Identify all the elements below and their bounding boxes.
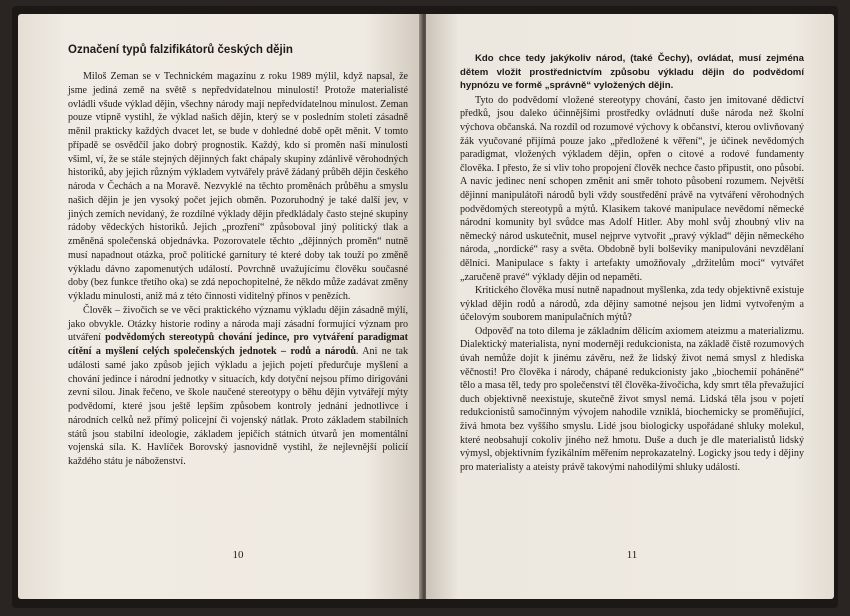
right-page bbox=[426, 14, 834, 599]
page-number: 10 bbox=[232, 549, 244, 561]
paragraph: Odpověď na toto dilema je základním dělicím axiomem ateizmu a materializmu. Dialektický materialista, nyní moderněji redukcionista, na základě čistě rozumových úvah nemůže dojít k jinému závěru, než že lidský život nemá smysl z hlediska věčnosti! Pro člověka i národy, chápané redukcionisty jako „biochemií poháněné“ tělo a masa těl, tedy pro společenství těl člověka-živočicha, kdy smrt těla převažující duch objektivně neexistuje, skutečně život smysl nemá. Lidská těla jsou v pojetí redukcionistů samočinným vývojem nahodile vzniklá, biochemicky se proměňující, živá hmota bez vyššího smyslu. Lidé jsou biologicky uspořádané shluky molekul, které neobsahují cokoliv jiného než hmotu. Duše a duch je dle materialistů lidský výmysl, objektivním fyzikálním měřením neprokazatelný. Logicky jsou tedy i dějiny pro materialisty a ateisty právě takovými nahodilými shluky událostí. bbox=[460, 325, 804, 473]
page-number: 11 bbox=[626, 549, 638, 561]
bold-lead-paragraph: Kdo chce tedy jakýkoliv národ, (také Čechy), ovládat, musí zejména dětem vložit prostřednictvím způsobu výkladu dějin do podvědomí hypnózu ve formě „správně“ vyložených dějin. bbox=[460, 53, 804, 92]
bold-emphasis: podvědomých stereotypů chování jedince, pro vytváření paradigmat cítění a myšlení celých společenských jednotek – rodů a národů bbox=[68, 332, 408, 357]
paragraph bbox=[68, 304, 408, 469]
open-book bbox=[12, 6, 838, 608]
paragraph-text: Člověk – živočich se ve věci praktického významu výkladu dějin zásadně mýlí, jako obvykle. Otázky historie rodiny a národa mají zásadní formující význam pro utváření bbox=[68, 304, 408, 344]
paragraph: Tyto do podvědomí vložené stereotypy chování, často jen imitované dědictví předků, jsou daleko účinnějšími prostředky ovládnutí duše národa než školní výchova občanská. Na rozdíl od rozumové výchovy k občanství, kterou ovlivňovaný žák vyučované přijímá pouze jako „předložené k věření“, je účinek nevědomých paradigmat, vložených výkladem dějin, opřen o citové a rodové fundamenty člověka. I přesto, že si vliv toho propojení člověk nechce často připustit, ono působí. A navíc jedinec není schopen změnit ani směr tohoto působení rozumem. Největší dějinní manipulátoři národů byli vždy soustředění právě na vytváření věrohodných podvědomých stereotypů a mýtů. Klasikem takové manipulace nevědomí německé národní komunity byl svůdce mas Adolf Hitler. Aby mohl svůj zhoubný vliv na německý národ uskutečnit, musel nejprve vytvořit „pravý výklad“ dějin německého národa, „nordické“ rasy a světa. Obdobně byli bolševiky manipulováni nevzdělaní dělníci. Manipulace s fakty i artefakty umožňovaly „držitelům moci“ vytvářet „zaručeně pravé“ výklady dějin od nepaměti. bbox=[460, 94, 804, 283]
chapter-heading: Označení typů falzifikátorů českých dějin bbox=[68, 44, 293, 56]
paragraph-text: . Ani ne tak události samé jako způsob jejich výkladu a jejich pojetí předurčuje myšlení a chování jedince i národní jednotky v situacích, kdy dotyční nejsou přímo dirigováni zevní silou. Jinak řečeno, ve škole naučené stereotypy o běhu dějin vytvářejí mýty podvědomí, které jsou ještě lepším způsobem kontroly jednání jednotlivce i národních celků než přímý policejní či vojenský nátlak. Proto základem stabilních států jsou stabilní ideologie, základem jepičích státních útvarů jen momentální vojenská síla. K. Havlíček Borovský jasnovidně vystihl, že nejlevnější policií každého státu je náboženství. bbox=[68, 346, 408, 467]
paragraph: Miloš Zeman se v Technickém magazínu z roku 1989 mýlil, když napsal, že jsme jediná země na světě s nepředvídatelnou minulostí! Protože materialisté ovládli všude výklad dějin, všechny národy mají nepředvídatelnou minulost. Zeman pouze vtipně vystihl, že výklad našich dějin, který se v posledním století zásadně měnil prakticky každých dvacet let, se bude v dohledné době opět měnit. V tomto případě se osvědčil jako dobrý prognostik. Každý, kdo si proměn naší minulosti všiml, ví, že se stále stejných dějinných fakt chápaly skupiny zdánlivě věrohodných historiků, aby jejich různým výkladem vytvářely právě žádaný průběh dějin českého národa v Čechách a na Moravě. Nezvyklé na těchto proměnách průběhu a smyslu našich dějin je jen vysoký počet jejich obměn. Pozoruhodný je také další jev, v jiných zemích nevídaný, že rozdílné výklady dějin předkládaly často stejné skupiny rádoby vědeckých historiků. Jejich „prozření“ způsoboval jiný politický tlak a změněná společenská objednávka. Pozorovatele těchto „dějinných proměn“ nutně musí napadnout otázka, proč politické garnitury té které doby tak touží po změně výkladu dávno zapomenutých událostí. Povrchně uvažujícímu člověku současné doby (bez funkce třetího oka) se zdá nepochopitelné, že někdo může zadávat změny výkladu minulosti, aniž má z této činnosti viditelný přínos v penězích. bbox=[68, 71, 408, 302]
paragraph: Kritického člověka musí nutně napadnout myšlenka, zda tedy objektivně existuje výklad dějin rodů a národů, zda dějiny samotné nejsou jen lidmi vytvořeným a účelovým souborem manipulačních mýtů? bbox=[460, 285, 804, 324]
left-page bbox=[18, 14, 422, 599]
